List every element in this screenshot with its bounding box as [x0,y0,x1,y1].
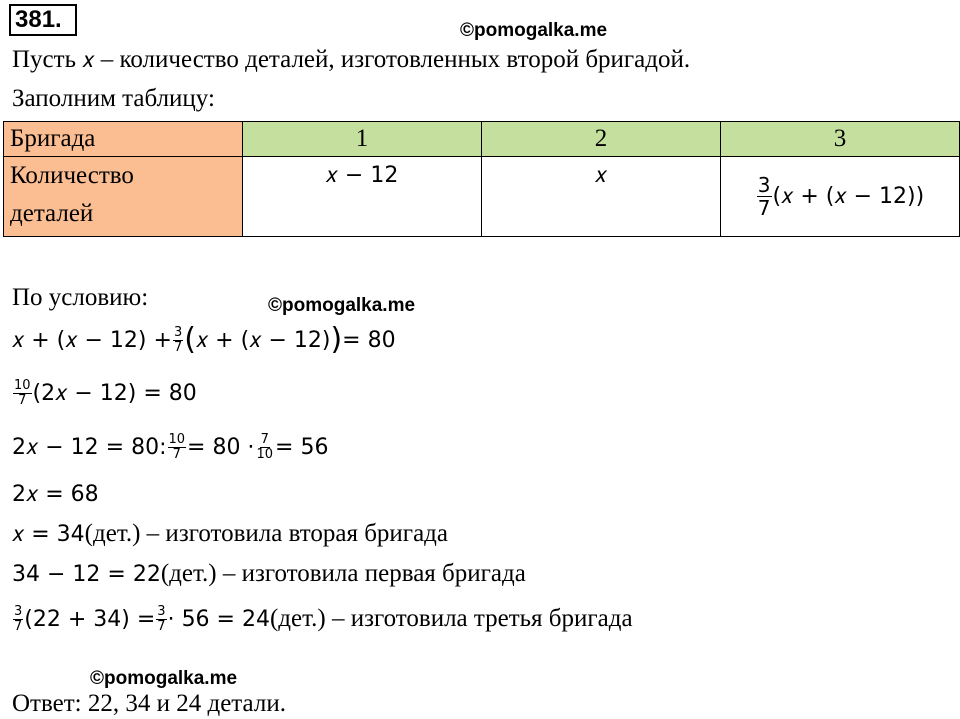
watermark-middle: ©pomogalka.me [268,295,416,316]
eq3-fraction-1: $\frac{10}{7}$ [168,431,186,462]
eq3-fraction-2: $\frac{7}{10}$ [256,431,274,462]
table-value-1: 𝑥 − 12 [243,157,482,237]
problem-number: 381. [9,4,77,36]
intro-line-1-before: Пусть [12,46,83,73]
eq7-fraction-2: $\frac{3}{7}$ [157,603,166,634]
eq1-fraction: $\frac{3}{7}$ [173,324,183,355]
equation-6: 34 − 12 = 22 (дет.) – изготовила первая бригада [12,560,526,587]
eq2-fraction: $\frac{10}{7}$ [14,377,31,408]
table-fraction: $\frac{3}{7}$ [757,173,771,220]
intro-var: 𝑥 [82,48,95,73]
table-header-count-line2: деталей [10,200,94,227]
equation-4: 2𝑥 = 68 [12,481,99,507]
equation-7: $\frac{3}{7}$ (22 + 34) = $\frac{3}{7}$ ⋅ 56 = 24 (дет.) – изготовила третья бригада [14,603,633,634]
data-table [3,121,960,237]
table-value-3-expr: (𝑥 + (𝑥 − 12)) [772,184,925,209]
intro-line-1 [12,45,690,76]
equation-2: $\frac{10}{7}$ (2𝑥 − 12) = 80 [14,377,197,408]
table-col-2: 2 [482,122,721,157]
table-header-brigade: Бригада [4,122,243,157]
watermark-top: ©pomogalka.me [460,20,608,41]
table-col-1: 1 [243,122,482,157]
equation-5: 𝑥 = 34 (дет.) – изготовила вторая бригада [12,520,448,547]
table-row [4,122,960,157]
table-header-count-line1: Количество [10,162,134,189]
table-value-2: 𝑥 [482,157,721,237]
eq7-fraction-1: $\frac{3}{7}$ [14,603,23,634]
condition-label: По условию: [12,284,149,311]
table-col-3: 3 [721,122,960,157]
table-header-count [4,157,243,237]
table-value-3 [721,157,960,237]
equation-1: 𝑥 + (𝑥 − 12) + $\frac{3}{7}$ ( 𝑥 + (𝑥 − 12) ) = 80 [12,322,396,357]
intro-line-2: Заполним таблицу: [12,85,215,112]
intro-line-1-after: – количество деталей, изготовленных второй бригадой. [94,46,691,73]
equation-3: 2𝑥 − 12 = 80: $\frac{10}{7}$ = 80 ⋅ $\frac{7}{10}$ = 56 [12,431,329,462]
table-row [4,157,960,237]
answer: Ответ: 22, 34 и 24 детали. [12,690,286,717]
watermark-bottom: ©pomogalka.me [90,668,238,689]
